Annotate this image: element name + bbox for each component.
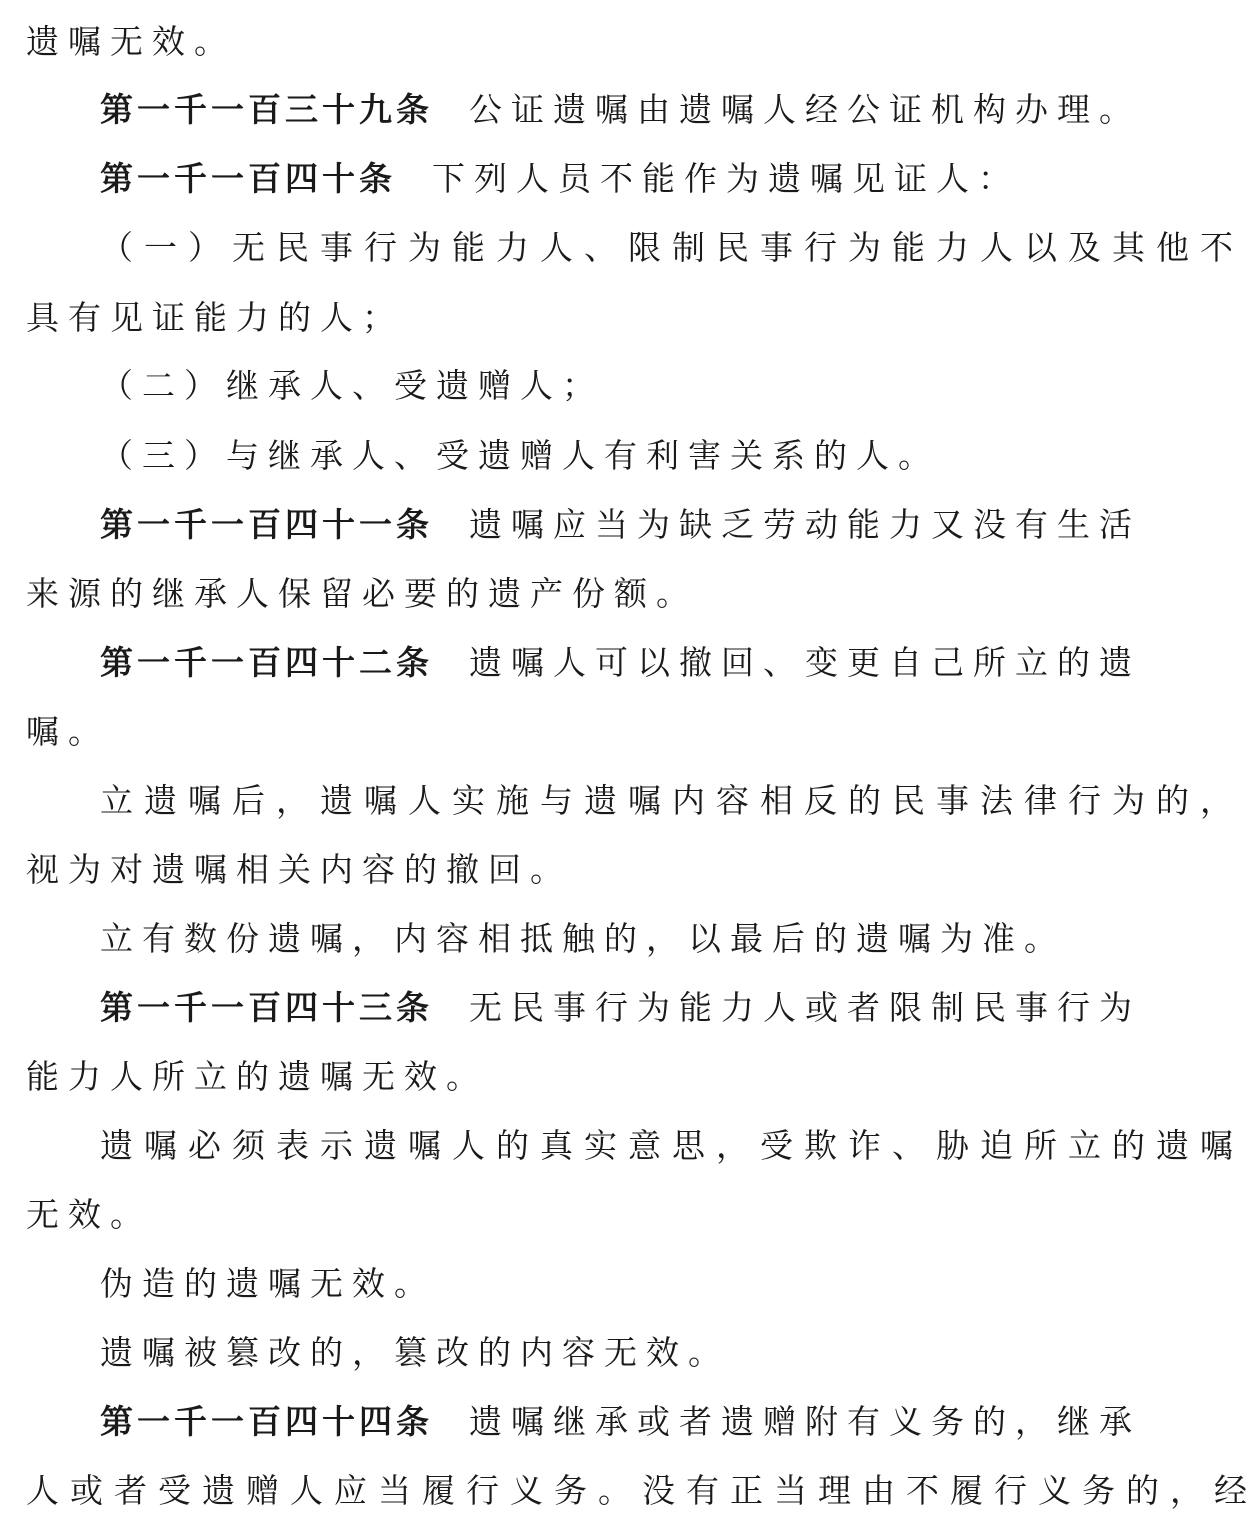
article-text: 遗嘱应当为缺乏劳动能力又没有生活 [469,505,1141,544]
text-line [100,358,604,414]
text-line [100,1325,730,1381]
text-line [26,704,110,760]
line-text: 能力人所立的遗嘱无效。 [26,1057,488,1096]
line-text: 遗嘱无效。 [26,22,236,61]
article-1142 [100,635,1141,691]
text-line [26,14,236,70]
text-line [100,1118,1244,1174]
article-heading: 第一千一百三十九条 [100,90,433,129]
text-line [26,842,572,898]
text-line [100,773,1244,829]
article-text: 下列人员不能作为遗嘱见证人： [432,159,1020,198]
article-heading: 第一千一百四十三条 [100,988,433,1027]
line-text: 立遗嘱后，遗嘱人实施与遗嘱内容相反的民事法律行为的， [100,781,1244,820]
text-line [100,911,1066,967]
article-text: 公证遗嘱由遗嘱人经公证机构办理。 [469,90,1141,129]
line-text: 嘱。 [26,712,110,751]
text-line [100,1256,436,1312]
line-text: 遗嘱必须表示遗嘱人的真实意思，受欺诈、胁迫所立的遗嘱 [100,1126,1244,1165]
line-text: （二）继承人、受遗赠人； [100,366,604,405]
line-text: 立有数份遗嘱，内容相抵触的，以最后的遗嘱为准。 [100,919,1066,958]
article-text: 遗嘱人可以撤回、变更自己所立的遗 [469,643,1141,682]
line-text: 遗嘱被篡改的，篡改的内容无效。 [100,1333,730,1372]
article-heading: 第一千一百四十四条 [100,1402,433,1441]
article-heading: 第一千一百四十一条 [100,505,433,544]
article-heading: 第一千一百四十条 [100,159,396,198]
text-line [26,290,404,346]
line-text: 无效。 [26,1195,152,1234]
line-text: 视为对遗嘱相关内容的撤回。 [26,850,572,889]
article-1144 [100,1394,1141,1450]
text-line [26,566,698,622]
text-line [26,1049,488,1105]
article-1141 [100,497,1141,553]
article-1143 [100,980,1141,1036]
article-1140 [100,151,1020,207]
article-1139 [100,82,1141,138]
line-text: （三）与继承人、受遗赠人有利害关系的人。 [100,436,940,475]
line-text: 人或者受遗赠人应当履行义务。没有正当理由不履行义务的，经 [26,1471,1258,1510]
article-text: 遗嘱继承或者遗赠附有义务的，继承 [469,1402,1141,1441]
text-line [100,428,940,484]
text-line [26,1463,1258,1519]
text-line [26,1187,152,1243]
article-text: 无民事行为能力人或者限制民事行为 [469,988,1141,1027]
text-line [100,220,1244,276]
line-text: 伪造的遗嘱无效。 [100,1264,436,1303]
line-text: 来源的继承人保留必要的遗产份额。 [26,574,698,613]
article-heading: 第一千一百四十二条 [100,643,433,682]
line-text: 具有见证能力的人； [26,298,404,337]
line-text: （一）无民事行为能力人、限制民事行为能力人以及其他不 [100,228,1244,267]
